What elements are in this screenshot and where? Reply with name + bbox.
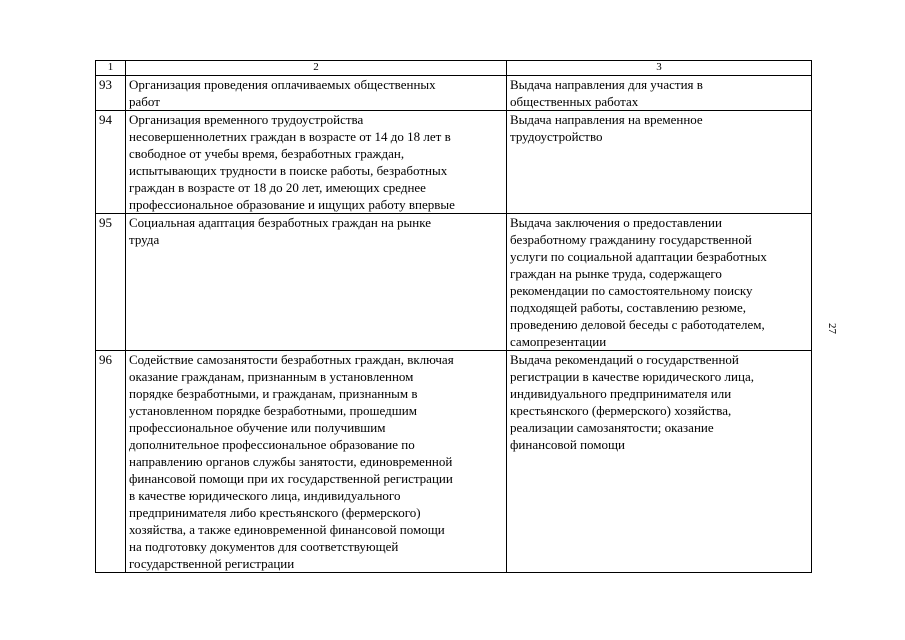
result-text-line: проведению деловой беседы с работодателем, — [510, 317, 765, 332]
service-text-line: Социальная адаптация безработных граждан на рынке — [129, 215, 431, 230]
result-text-line: общественных работах — [510, 94, 639, 109]
service-text-line: на подготовку документов для соответствующей — [129, 539, 399, 554]
service-cell — [126, 214, 507, 351]
service-text-line: дополнительное профессиональное образование по — [129, 437, 415, 452]
result-text-line: трудоустройство — [510, 129, 603, 144]
result-text-line: Выдача заключения о предоставлении — [510, 215, 722, 230]
result-cell — [507, 351, 812, 573]
table-row — [96, 111, 812, 214]
result-text-line: Выдача направления на временное — [510, 112, 703, 127]
result-text-line: самопрезентации — [510, 334, 607, 349]
service-text-line: работ — [129, 94, 160, 109]
service-cell — [126, 76, 507, 111]
row-number-cell: 95 — [96, 214, 126, 351]
result-text-line: услуги по социальной адаптации безработных — [510, 249, 767, 264]
service-text-line: Организация временного трудоустройства — [129, 112, 364, 127]
service-text-line: испытывающих трудности в поиске работы, безработных — [129, 163, 448, 178]
table-row — [96, 351, 812, 573]
result-text-line: граждан на рынке труда, содержащего — [510, 266, 722, 281]
service-cell — [126, 111, 507, 214]
row-number-cell: 93 — [96, 76, 126, 111]
result-text-line: рекомендации по самостоятельному поиску — [510, 283, 753, 298]
service-text-line: Содействие самозанятости безработных граждан, включая — [129, 352, 454, 367]
service-text-line: оказание гражданам, признанным в установленном — [129, 369, 414, 384]
result-text-line: подходящей работы, составлению резюме, — [510, 300, 746, 315]
table-row — [96, 214, 812, 351]
service-text-line: труда — [129, 232, 160, 247]
services-table — [95, 60, 812, 573]
result-text-line: регистрации в качестве юридического лица, — [510, 369, 754, 384]
service-text-line: направлению органов службы занятости, единовременной — [129, 454, 453, 469]
result-text-line: индивидуального предпринимателя или — [510, 386, 732, 401]
result-cell — [507, 111, 812, 214]
service-text-line: финансовой помощи при их государственной регистрации — [129, 471, 453, 486]
service-text-line: государственной регистрации — [129, 556, 295, 571]
result-text-line: Выдача рекомендаций о государственной — [510, 352, 739, 367]
result-text-line: финансовой помощи — [510, 437, 625, 452]
header-cell-service: 2 — [126, 61, 507, 76]
result-cell — [507, 76, 812, 111]
result-cell — [507, 214, 812, 351]
service-text-line: профессиональное образование и ищущих работу впервые — [129, 197, 455, 212]
service-cell — [126, 351, 507, 573]
result-text-line: реализации самозанятости; оказание — [510, 420, 714, 435]
service-text-line: несовершеннолетних граждан в возрасте от 14 до 18 лет в — [129, 129, 451, 144]
service-text-line: предпринимателя либо крестьянского (фермерского) — [129, 505, 421, 520]
result-text-line: безработному гражданину государственной — [510, 232, 752, 247]
service-text-line: в качестве юридического лица, индивидуального — [129, 488, 401, 503]
service-text-line: порядке безработными, и гражданам, признанным в — [129, 386, 418, 401]
service-text-line: установленном порядке безработными, прошедшим — [129, 403, 417, 418]
service-text-line: свободное от учебы время, безработных граждан, — [129, 146, 405, 161]
result-text-line: Выдача направления для участия в — [510, 77, 703, 92]
header-cell-number: 1 — [96, 61, 126, 76]
header-cell-result: 3 — [507, 61, 812, 76]
row-number-cell: 96 — [96, 351, 126, 573]
result-text-line: крестьянского (фермерского) хозяйства, — [510, 403, 732, 418]
table-header-row — [96, 61, 812, 76]
service-text-line: граждан в возрасте от 18 до 20 лет, имеющих среднее — [129, 180, 426, 195]
row-number-cell: 94 — [96, 111, 126, 214]
service-text-line: профессиональное обучение или получившим — [129, 420, 386, 435]
page-number: 27 — [826, 323, 838, 334]
table-row — [96, 76, 812, 111]
service-text-line: Организация проведения оплачиваемых общественных — [129, 77, 436, 92]
service-text-line: хозяйства, а также единовременной финансовой помощи — [129, 522, 445, 537]
